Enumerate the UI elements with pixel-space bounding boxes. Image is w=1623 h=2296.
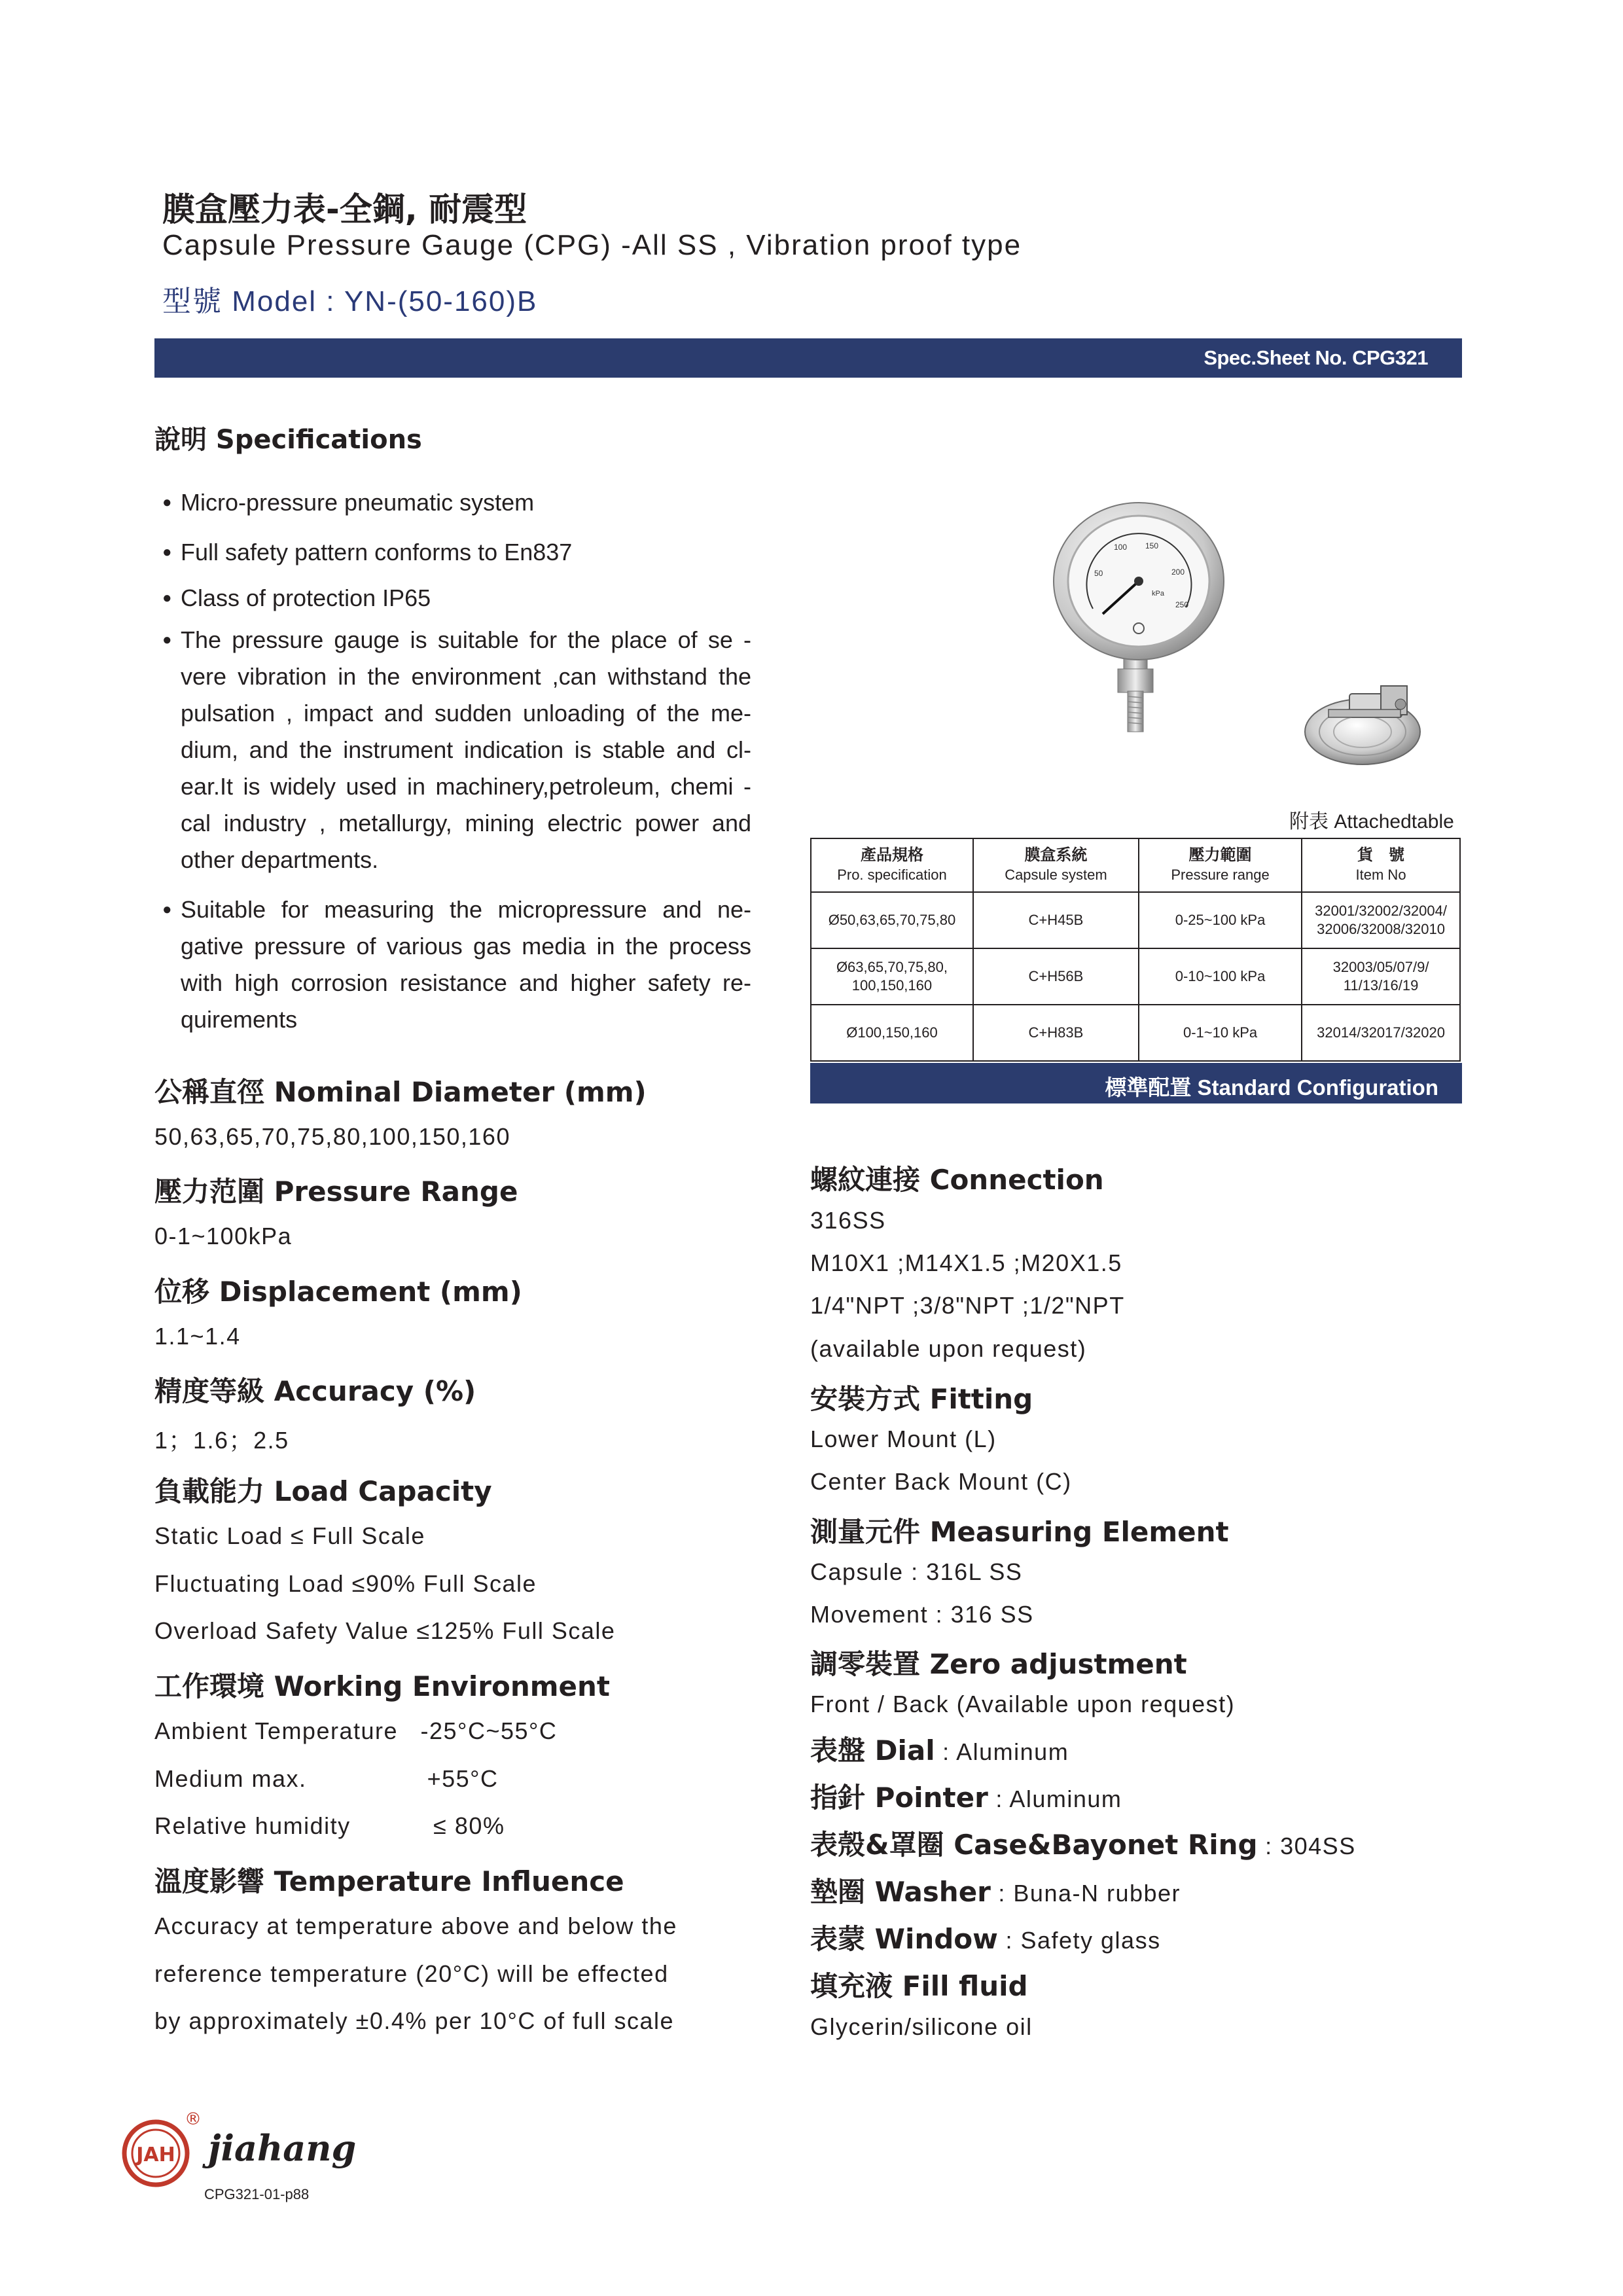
working-environment-heading: 工作環境 Working Environment <box>154 1670 610 1702</box>
title-english: Capsule Pressure Gauge (CPG) -All SS , Vibration proof type <box>162 229 1022 261</box>
gauge-dial-label: 100 <box>1114 543 1128 552</box>
fill-fluid-value: Glycerin/silicone oil <box>810 2013 1033 2040</box>
gauge-dial-label: 50 <box>1094 569 1103 578</box>
spec-sheet-number: Spec.Sheet No. CPG321 <box>1204 346 1428 369</box>
table-cell: Ø50,63,65,70,75,80 <box>811 892 973 948</box>
measuring-element-line: Movement : 316 SS <box>810 1601 1034 1628</box>
table-row <box>811 892 1460 948</box>
logo-text: JAH <box>136 2144 175 2166</box>
fitting-line: Lower Mount (L) <box>810 1426 997 1452</box>
material-washer: 墊圈 Washer : Buna-N rubber <box>810 1876 1181 1908</box>
table-header-cell: 產品規格 Pro. specification <box>811 838 973 892</box>
spec-bullet: ● Class of protection IP65 <box>162 580 751 617</box>
fill-fluid-heading: 填充液 Fill fluid <box>810 1970 1028 2002</box>
pressure-range-value: 0-1~100kPa <box>154 1223 293 1249</box>
table-cell: 32014/32017/32020 <box>1302 1005 1460 1061</box>
nominal-diameter-value: 50,63,65,70,75,80,100,150,160 <box>154 1123 510 1150</box>
document-code: CPG321-01-p88 <box>204 2186 310 2202</box>
table-cell: Ø100,150,160 <box>811 1005 973 1061</box>
working-environment-line: Ambient Temperature -25°C~55°C <box>154 1717 558 1744</box>
pressure-range-heading: 壓力范圍 Pressure Range <box>154 1175 518 1208</box>
table-header-cell: 貨 號 Item No <box>1302 838 1460 892</box>
gauge-dial-label: 150 <box>1145 541 1159 550</box>
standard-configuration-bar <box>810 1063 1462 1103</box>
displacement-value: 1.1~1.4 <box>154 1323 241 1350</box>
zero-adjustment-heading: 調零裝置 Zero adjustment <box>810 1648 1187 1680</box>
load-capacity-line: Static Load ≤ Full Scale <box>154 1522 425 1549</box>
pressure-gauge-image <box>1041 497 1230 746</box>
working-environment-line: Relative humidity ≤ 80% <box>154 1812 505 1839</box>
spec-bullet: ● Full safety pattern conforms to En837 <box>162 534 751 571</box>
table-header-cell: 膜盒系統 Capsule system <box>973 838 1139 892</box>
temperature-influence-line: Accuracy at temperature above and below the <box>154 1912 677 1939</box>
specifications-heading: 說明 Specifications <box>154 425 422 455</box>
table-row <box>811 948 1460 1005</box>
load-capacity-line: Fluctuating Load ≤90% Full Scale <box>154 1570 537 1597</box>
attached-table-caption: 附表 Attachedtable <box>1289 811 1454 833</box>
accuracy-heading: 精度等級 Accuracy (%) <box>154 1375 476 1407</box>
table-row <box>811 1005 1460 1061</box>
zero-adjustment-line: Front / Back (Available upon request) <box>810 1691 1236 1717</box>
table-cell: Ø63,65,70,75,80, 100,150,160 <box>811 948 973 1005</box>
connection-line: 1/4"NPT ;3/8"NPT ;1/2"NPT <box>810 1292 1125 1319</box>
displacement-heading: 位移 Displacement (mm) <box>154 1276 522 1308</box>
brand-name: jiahang <box>208 2127 357 2169</box>
connection-line: (available upon request) <box>810 1335 1087 1362</box>
material-window: 表蒙 Window : Safety glass <box>810 1923 1161 1955</box>
material-pointer: 指針 Pointer : Aluminum <box>810 1782 1122 1814</box>
table-cell: 0-10~100 kPa <box>1139 948 1302 1005</box>
spec-bullet: ● The pressure gauge is suitable for the place of se - vere vibration in the environment ,can withstand the pulsation , impact and sudden unloading of the me- dium, and the instrument indication is stable and cl- ear.It is widely used in machinery,petroleum, chemi -cal industry , metallurgy, mining electric power and other departments. <box>162 622 751 878</box>
table-cell: 32003/05/07/9/ 11/13/16/19 <box>1302 948 1460 1005</box>
gauge-unit-label: kPa <box>1152 590 1164 598</box>
attached-table <box>810 838 1461 1062</box>
connection-line: 316SS <box>810 1207 886 1234</box>
temperature-influence-line: by approximately ±0.4% per 10°C of full scale <box>154 2007 675 2034</box>
working-environment-line: Medium max. +55°C <box>154 1765 499 1792</box>
measuring-element-line: Capsule : 316L SS <box>810 1558 1023 1585</box>
measuring-element-heading: 測量元件 Measuring Element <box>810 1516 1229 1548</box>
spec-bullet: ● Micro-pressure pneumatic system <box>162 484 751 521</box>
standard-configuration-label: 標準配置 Standard Configuration <box>1105 1075 1438 1100</box>
load-capacity-line: Overload Safety Value ≤125% Full Scale <box>154 1617 616 1644</box>
model-number: 型號 Model : YN-(50-160)B <box>162 285 538 317</box>
gauge-dial-label: 200 <box>1171 567 1185 577</box>
nominal-diameter-heading: 公稱直徑 Nominal Diameter (mm) <box>154 1076 647 1108</box>
table-cell: 0-1~10 kPa <box>1139 1005 1302 1061</box>
table-cell: C+H83B <box>973 1005 1139 1061</box>
temperature-influence-heading: 溫度影響 Temperature Influence <box>154 1865 624 1897</box>
load-capacity-heading: 負載能力 Load Capacity <box>154 1475 492 1507</box>
table-cell: 32001/32002/32004/ 32006/32008/32010 <box>1302 892 1460 948</box>
table-header-row <box>811 838 1460 892</box>
material-dial: 表盤 Dial : Aluminum <box>810 1734 1069 1767</box>
specifications-list <box>162 484 751 1051</box>
spec-sheet-bar <box>154 338 1462 378</box>
gauge-dial-label: 250 <box>1175 600 1189 609</box>
connection-line: M10X1 ;M14X1.5 ;M20X1.5 <box>810 1249 1122 1276</box>
fitting-line: Center Back Mount (C) <box>810 1468 1072 1495</box>
fitting-heading: 安裝方式 Fitting <box>810 1383 1033 1415</box>
material-case: 表殼&罩圈 Case&Bayonet Ring : 304SS <box>810 1829 1356 1861</box>
accuracy-value: 1；1.6；2.5 <box>154 1427 289 1454</box>
capsule-element-image <box>1302 668 1433 772</box>
connection-heading: 螺紋連接 Connection <box>810 1164 1104 1196</box>
table-cell: 0-25~100 kPa <box>1139 892 1302 948</box>
temperature-influence-line: reference temperature (20°C) will be effected <box>154 1960 669 1987</box>
jiahang-logo <box>118 2106 209 2191</box>
spec-bullet: ● Suitable for measuring the micropressure and ne- gative pressure of various gas media in the process with high corrosion resistance and higher safety re- quirements <box>162 891 751 1038</box>
table-header-cell: 壓力範圍 Pressure range <box>1139 838 1302 892</box>
table-cell: C+H56B <box>973 948 1139 1005</box>
table-cell: C+H45B <box>973 892 1139 948</box>
title-chinese: 膜盒壓力表-全鋼, 耐震型 <box>162 190 527 228</box>
registered-mark: ® <box>185 2109 202 2129</box>
